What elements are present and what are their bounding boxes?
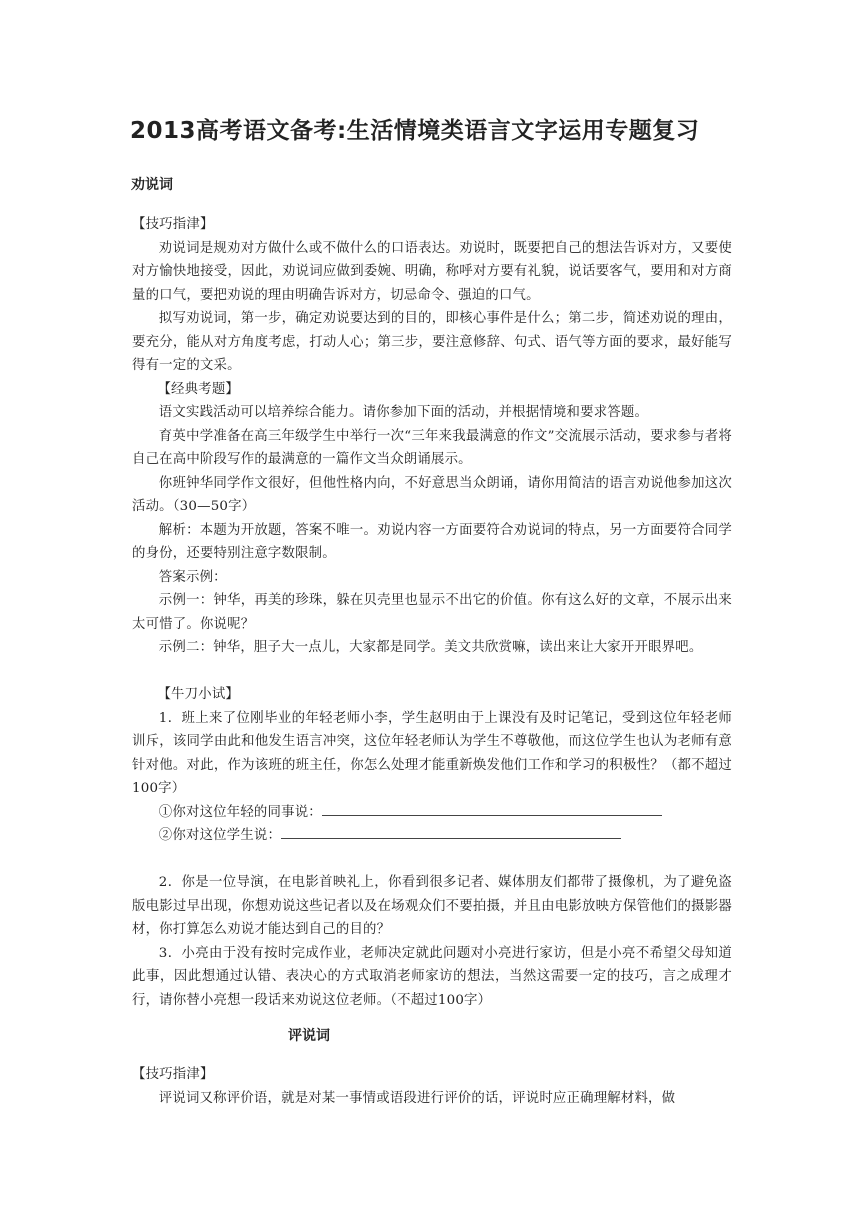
answer-prompt: ①你对这位年轻的同事说： <box>158 804 322 820</box>
question-1: 1．班上来了位刚毕业的年轻老师小李，学生赵明由于上课没有及时记笔记，受到这位年轻老师训斥，该同学由此和他发生语言冲突，这位年轻老师认为学生不尊敬他，而这位学生也认为老师有意针对他。对此，作为该班的班主任，你怎么处理才能重新焕发他们工作和学习的积极性？（都不超过100字） <box>132 710 732 796</box>
tag-tips: 【技巧指津】 <box>132 1067 214 1082</box>
tips-paragraph: 劝说词是规劝对方做什么或不做什么的口语表达。劝说时，既要把自己的想法告诉对方，又要使对方愉快地接受，因此，劝说词应做到委婉、明确，称呼对方要有礼貌，说话要客气，要用和对方商量的口气，要把劝说的理由明确告诉对方，切忌命令、强迫的口气。 <box>132 240 732 303</box>
example-paragraph: 示例一：钟华，再美的珍珠，躲在贝壳里也显示不出它的价值。你有这么好的文章，不展示出来太可惜了。你说呢？ <box>132 593 732 632</box>
section-heading-evaluation: 评说词 <box>288 1028 330 1044</box>
section-persuasion-body <box>132 213 732 1012</box>
question-2: 2．你是一位导演，在电影首映礼上，你看到很多记者、媒体朋友们都带了摄像机，为了避免盗版电影过早出现，你想劝说这些记者以及在场观众们不要拍摄，并且由电影放映方保管他们的摄影器材，你打算怎么劝说才能达到自己的目的？ <box>132 875 732 937</box>
answer-line-colleague <box>132 801 732 825</box>
classic-paragraph: 语文实践活动可以培养综合能力。请你参加下面的活动，并根据情境和要求答题。 <box>158 405 649 420</box>
analysis-paragraph: 解析：本题为开放题，答案不唯一。劝说内容一方面要符合劝说词的特点，另一方面要符合同学的身份，还要特别注意字数限制。 <box>132 522 732 561</box>
answer-line-student <box>132 824 732 848</box>
example-paragraph: 示例二：钟华，胆子大一点儿，大家都是同学。美文共欣赏嘛，读出来让大家开开眼界吧。 <box>158 640 703 655</box>
page-title: 2013高考语文备考:生活情境类语言文字运用专题复习 <box>130 118 700 144</box>
answer-blank[interactable] <box>322 801 662 816</box>
tips-paragraph: 拟写劝说词，第一步，确定劝说要达到的目的，即核心事件是什么；第二步，简述劝说的理由，要充分，能从对方角度考虑，打动人心；第三步，要注意修辞、句式、语气等方面的要求，最好能写得有一定的文采。 <box>132 311 732 373</box>
tag-tips: 【技巧指津】 <box>132 217 214 232</box>
answer-blank[interactable] <box>281 824 621 839</box>
section-heading-persuasion: 劝说词 <box>131 177 173 193</box>
section-evaluation-body <box>132 1063 732 1110</box>
answer-prompt: ②你对这位学生说： <box>158 828 282 843</box>
classic-paragraph: 你班钟华同学作文很好，但他性格内向，不好意思当众朗诵，请你用简洁的语言劝说他参加这次活动。（30—50字） <box>132 475 732 514</box>
answer-label: 答案示例： <box>158 569 227 585</box>
tag-practice: 【牛刀小试】 <box>157 687 239 702</box>
tips-paragraph: 评说词又称评价语，就是对某一事情或语段进行评价的话，评说时应正确理解材料，做 <box>158 1090 676 1106</box>
question-3: 3．小亮由于没有按时完成作业，老师决定就此问题对小亮进行家访，但是小亮不希望父母知道此事，因此想通过认错、表决心的方式取消老师家访的想法，当然这需要一定的技巧，言之成理才行，请你替小亮想一段话来劝说这位老师。（不超过100字） <box>132 945 732 1008</box>
classic-paragraph: 育英中学准备在高三年级学生中举行一次“三年来我最满意的作文”交流展示活动，要求参与者将自己在高中阶段写作的最满意的一篇作文当众朗诵展示。 <box>132 428 732 467</box>
tag-classic: 【经典考题】 <box>157 381 239 397</box>
